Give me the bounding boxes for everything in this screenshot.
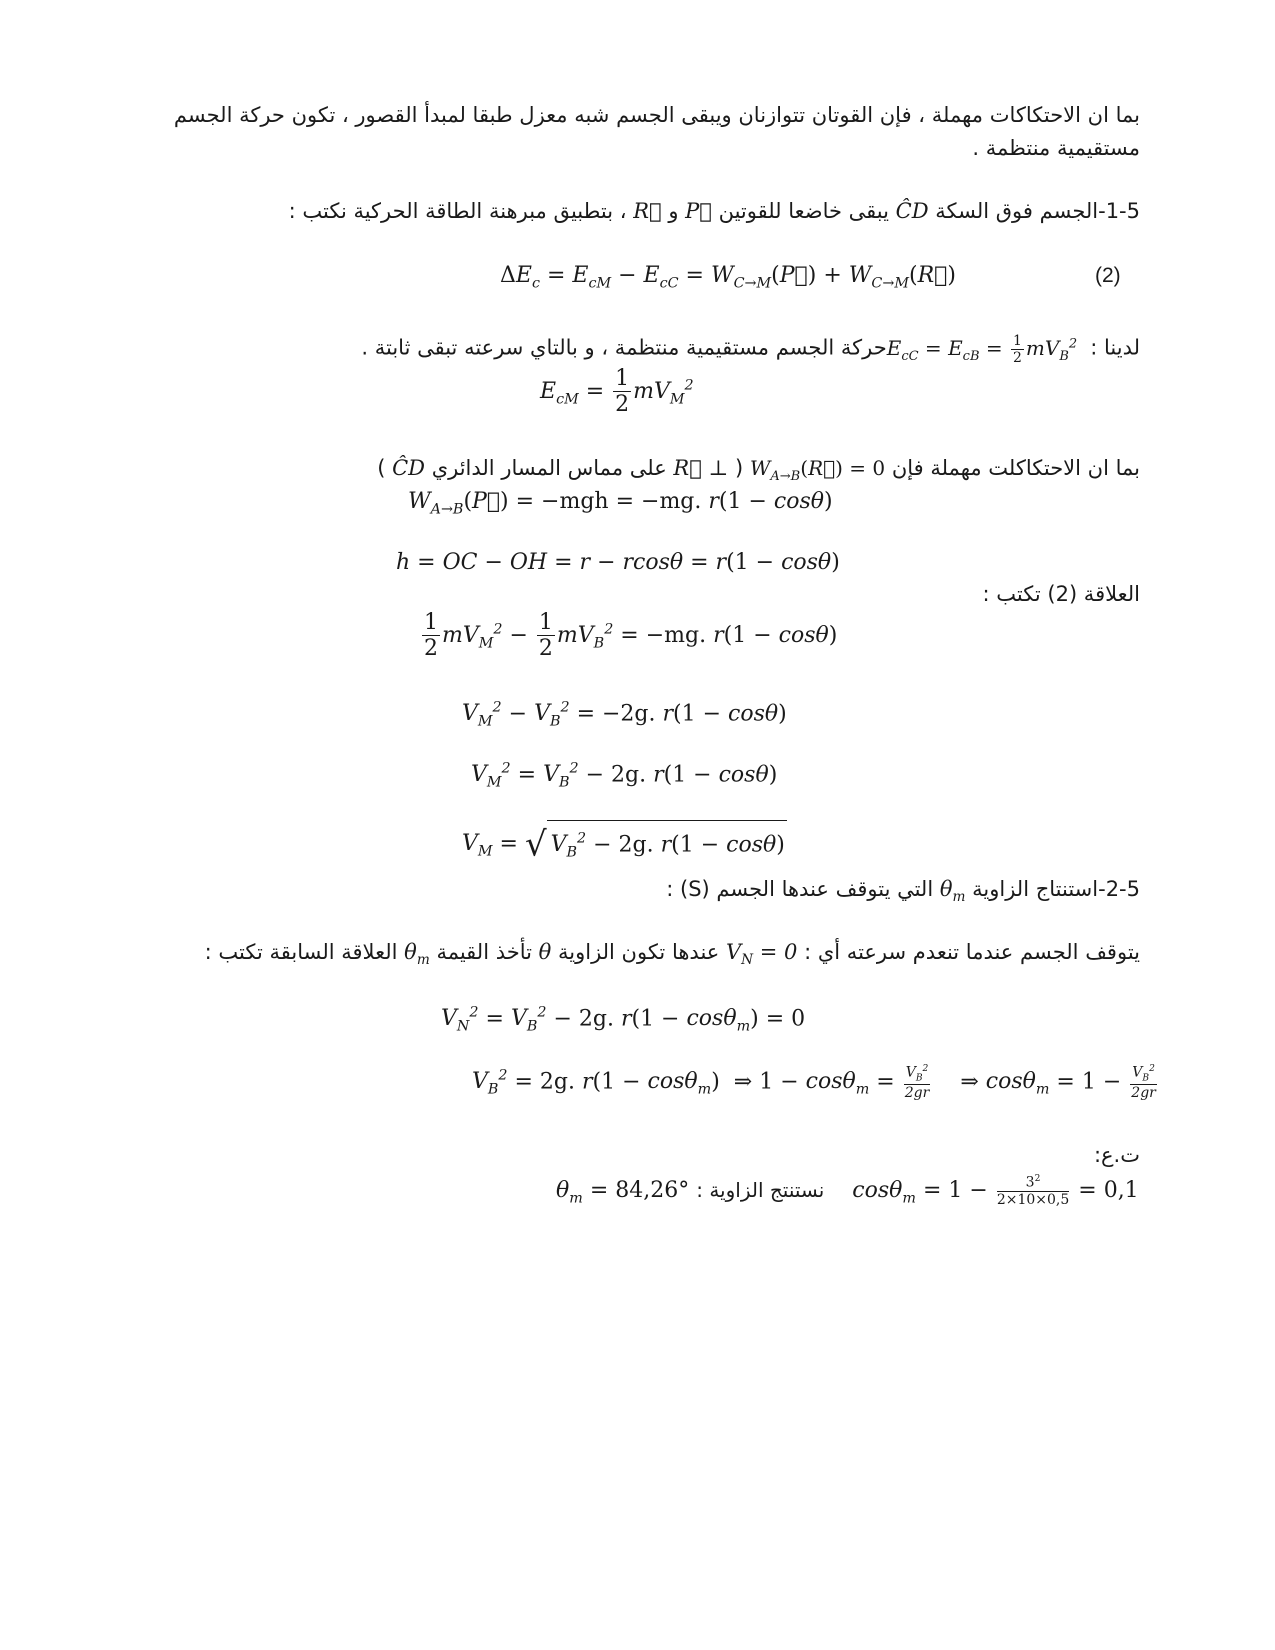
arc-cd-symbol: ĈD <box>895 199 929 223</box>
square-root: √ $V_B^2 - 2g$. r(1 − cosθ) <box>525 820 787 869</box>
section-5-2-heading <box>666 874 1140 912</box>
vb2-over-2gr-fraction: $\frac{V_B^2}{2gr}$ <box>904 1063 930 1101</box>
theta-symbol: θ <box>538 940 552 964</box>
half-fraction: $\frac{1}{2}$ <box>615 366 630 418</box>
vector-r-symbol: R⃗ <box>633 199 662 223</box>
close-paren: ) <box>377 456 386 480</box>
denominator: 2×10×0,5 <box>996 1191 1070 1208</box>
section-5-2-suffix: التي يتوقف عندها الجسم (S) : <box>666 877 934 901</box>
numeric-result-line: $\theta_m = 84,26^\circ$ نستنتج الزاوية : cosθ$_m$ = 1 − $\frac{3^2}{2\times 10\times 0,5}$ = 0,1 <box>556 1174 1139 1208</box>
vn-zero-symbol: $V_N = 0$ <box>726 940 798 969</box>
cos-value: = 0,1 <box>1078 1178 1139 1203</box>
energy-difference-equation: $\frac{1}{2}$ $mV_M^2$ − $\frac{1}{2}$ $mV_B^2 = -mg$. r(1 − cosθ) <box>424 610 838 662</box>
vector-r-symbol: R⃗ ⊥ <box>673 456 729 480</box>
lana-text: حركة الجسم مستقيمية منتظمة ، و بالتاي سرعته تبقى ثابتة . <box>361 335 887 360</box>
half-fraction: $\frac{1}{2}$ <box>424 610 438 662</box>
result-theta: θ <box>556 1178 570 1203</box>
stop-part-4: العلاقة السابقة تكتب : <box>204 940 398 964</box>
lana-prefix: لدينا : <box>1090 335 1140 360</box>
stop-part-3: تأخذ القيمة <box>436 940 532 964</box>
numeric-fraction: $\frac{3^2}{2\times 10\times 0,5}$ <box>996 1174 1070 1208</box>
relation-2-label: العلاقة (2) تكتب : <box>982 582 1140 606</box>
friction-prefix: بما ان الاحتكاكلت مهملة فإن <box>891 456 1140 480</box>
numeric-application-label: ت.ع: <box>1093 1143 1140 1167</box>
numerator-base: 3 <box>1025 1174 1035 1191</box>
open-paren: ( <box>734 456 744 480</box>
section-5-1-suffix: ، بتطبيق مبرهنة الطاقة الحركية نكتب : <box>288 199 627 223</box>
work-weight-equation: $W_{A\to B}(P⃗) = -mgh = -mg$. r(1 − cosθ) <box>408 489 833 518</box>
ecc-definition-line <box>361 328 1140 373</box>
cos-theta-m-derivation: $V_B^2 = 2g$. r(1 − cosθ$_m$) ⇒ 1 − cosθ$_m$ = $\frac{V_B^2}{2gr}$ ⇒ cosθ$_m$ = 1 − $\frac{V_B^2}{2gr}$ <box>472 1063 1156 1101</box>
work-r-zero-equation: $W_{A\to B}(R⃗) = 0$ <box>749 456 886 484</box>
height-equation: h = OC − OH = r − rcosθ = r(1 − cosθ) <box>396 550 840 575</box>
section-5-2-prefix: 2-5-استنتاج الزاوية <box>972 877 1140 901</box>
and-word: و <box>668 199 679 223</box>
section-5-1-mid: يبقى خاضعا للقوتين <box>718 199 889 223</box>
half-fraction: $\frac{1}{2}$ <box>1013 332 1022 366</box>
arc-cd-symbol: ĈD <box>392 456 425 480</box>
stop-condition-line <box>205 937 1140 975</box>
theta-m-symbol: $\theta_m$ <box>939 877 966 906</box>
deduce-label: نستنتج الزاوية : <box>696 1178 825 1202</box>
ecc-equation: $E_{cC} = E_{cB}$ = $\frac{1}{2}$ $mV_B^2$ <box>886 332 1078 366</box>
vm-equation: $V_M$ = √ $V_B^2 - 2g$. r(1 − cosθ) <box>462 820 787 869</box>
equation-number-2: (2) <box>1095 264 1121 287</box>
vm-squared-equation: $V_M^2 = V_B^2 - 2g$. r(1 − cosθ) <box>471 761 778 791</box>
intro-line-1: بما ان الاحتكاكات مهملة ، فإن القوتان تتوازنان ويبقى الجسم شبه معزل طبقا لمبدأ القصور ، تكون حركة الجسم <box>173 103 1140 127</box>
kinetic-energy-theorem-equation: $\Delta E_c = E_{cM} - E_{cC}$ = $W_{C\to M}(P⃗)$ + $W_{C\to M}(R⃗)$ <box>500 263 956 292</box>
half-fraction: $\frac{1}{2}$ <box>538 610 553 662</box>
section-5-1-prefix: 1-5-الجسم فوق السكة <box>935 199 1140 223</box>
result-value: = 84,26° <box>589 1178 690 1203</box>
stop-part-1: يتوقف الجسم عندما تنعدم سرعته أي : <box>804 940 1140 964</box>
intro-line-2: مستقيمية منتظمة . <box>972 136 1140 160</box>
velocity-squared-difference-equation: $V_M^2 - V_B^2 = -2g$. r(1 − cosθ) <box>462 700 787 730</box>
vb2-over-2gr-fraction: $\frac{V_B^2}{2gr}$ <box>1131 1063 1156 1101</box>
stop-part-2: عندها تكون الزاوية <box>557 940 720 964</box>
theta-m-symbol: $\theta_m$ <box>404 940 430 969</box>
ecm-equation: $E_{cM}$ = $\frac{1}{2}$ $mV_M^2$ <box>540 366 694 418</box>
vector-p-symbol: P⃗ <box>685 199 712 223</box>
vn-squared-equation: $V_N^2 = V_B^2 - 2g$. r(1 − cosθ$_m$) = 0 <box>441 1005 806 1035</box>
section-5-1-heading <box>289 196 1140 226</box>
friction-tangent: على مماس المسار الدائري <box>431 456 667 480</box>
